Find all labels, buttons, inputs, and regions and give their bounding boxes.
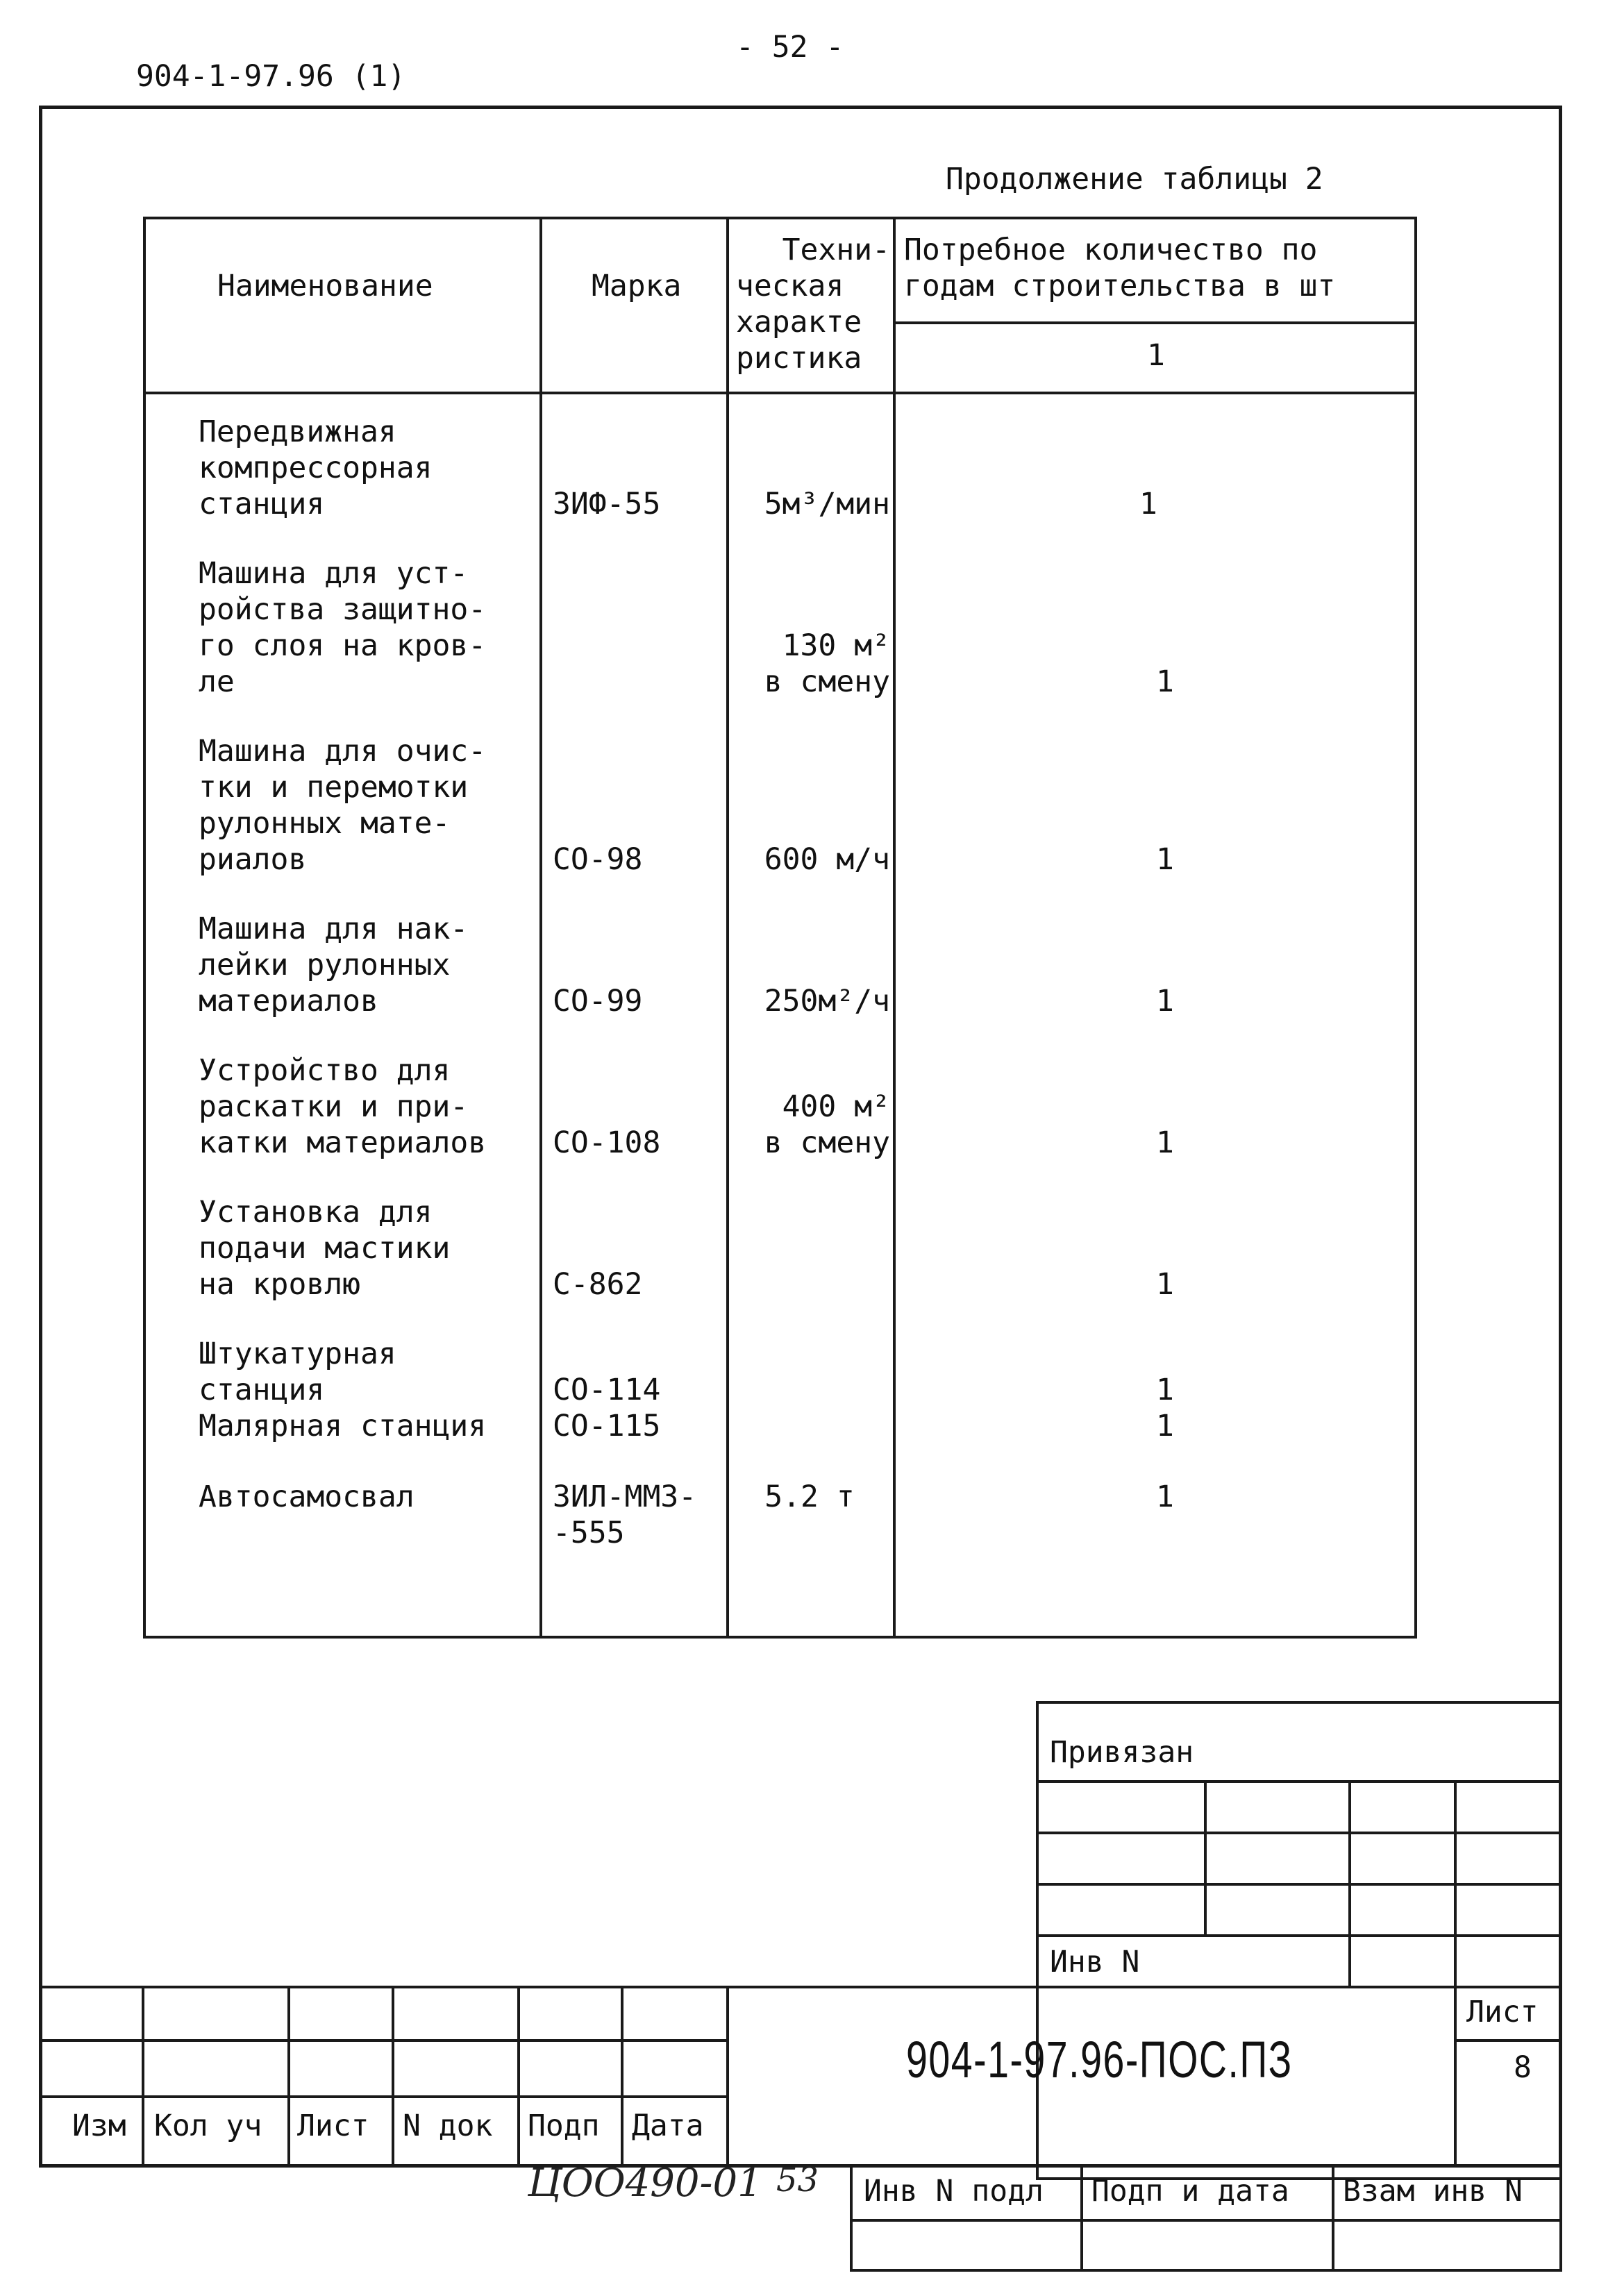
row-qty: 1 [1156,1267,1174,1302]
stamp-vline [392,1986,394,2168]
row-name [199,911,468,1019]
inventory-vline [1080,2165,1083,2272]
stamp-top-line [39,1986,1562,1988]
privyazan-line [1036,1832,1562,1834]
podp-i-data: Подп и дата [1091,2174,1289,2209]
row-name-line: раскатки и при- [199,1089,469,1124]
row-name-line: Штукатурная [199,1336,396,1371]
row-tech-line: в смену [764,1125,890,1160]
header-qty [904,232,1335,304]
row-tech-line: 5м³/мин [764,487,890,521]
page-number: - 52 - [736,30,844,65]
row-name-line: на кровлю [199,1267,360,1302]
row-name [199,1053,486,1161]
row-mark-line: СО-108 [553,1125,661,1160]
privyazan-vline [1454,1780,1457,1986]
row-qty: 1 [1156,984,1174,1019]
table-continuation-caption: Продолжение таблицы 2 [946,162,1323,196]
row-tech [729,486,890,522]
row-mark-line: ЗИЛ-ММЗ- [553,1480,697,1514]
row-name-line: материалов [199,984,378,1019]
row-tech-line: 250м²/ч [764,984,890,1019]
stamp-col-list: Лист [297,2109,369,2143]
sheet-number: 8 [1514,2050,1532,2085]
row-tech-line: 5.2 т [764,1480,855,1514]
privyazan-vline [1204,1780,1207,1934]
header-tech-line: характе [736,305,862,340]
sheet-label: Лист [1466,1995,1539,2029]
privyazan-vline [1348,1780,1351,1986]
stamp-vline [726,1986,729,2168]
row-mark-line: С-862 [553,1267,643,1302]
row-name [199,1408,486,1444]
row-mark [553,1408,660,1444]
document-designation: 904-1-97.96-ПОС.ПЗ [906,2031,1293,2088]
stamp-col-data: Дата [632,2109,704,2143]
row-qty: 1 [1156,664,1174,699]
stamp-vline [287,1986,290,2168]
row-mark-line: СО-115 [553,1409,661,1443]
row-mark [553,486,660,522]
row-name-line: ле [199,664,235,699]
row-name-line: Устройство для [199,1053,451,1088]
row-tech [729,983,890,1019]
privyazan-line [1036,1934,1562,1937]
row-name-line: Автосамосвал [199,1480,415,1514]
row-qty: 1 [1139,487,1157,521]
row-name-line: Машина для нак- [199,912,469,946]
row-name-line: станция [199,487,325,521]
row-mark [553,983,642,1019]
row-mark-line: СО-99 [553,984,643,1019]
header-tech [736,232,890,376]
header-qty-line: Потребное количество по [904,233,1318,267]
privyazan-line [1036,1883,1562,1886]
col-divider-1 [539,217,542,1639]
header-bottom-line [143,392,1417,394]
row-name-line: рулонных мате- [199,806,451,841]
row-name [199,1336,396,1408]
row-name-line: подачи мастики [199,1231,451,1266]
row-tech [729,628,890,700]
row-name-line: компрессорная [199,451,433,485]
row-name-line: лейки рулонных [199,948,451,982]
row-name [199,733,486,878]
row-mark [553,1372,660,1408]
row-mark [553,1266,642,1302]
stamp-vline [517,1986,520,2168]
document-code-top: 904-1-97.96 (1) [136,59,406,94]
row-name-line: Установка для [199,1195,433,1230]
inventory-line [850,2219,1562,2222]
stamp-list-line [1454,2039,1562,2042]
row-tech-line: 400 м² [782,1089,890,1124]
row-tech [729,1479,890,1515]
row-name-line: Машина для очис- [199,734,487,769]
qty-header-divider [893,321,1417,324]
stamp-col-podp: Подп [528,2109,600,2143]
row-qty: 1 [1156,1480,1174,1514]
col-divider-2 [726,217,729,1639]
row-tech-line: в смену [764,664,890,699]
stamp-vline [142,1986,144,2168]
privyazan-line [1036,1780,1562,1783]
row-qty: 1 [1156,1125,1174,1160]
header-tech-line: Техни- [782,233,890,267]
row-mark-line: СО-98 [553,842,643,877]
row-name [199,555,486,700]
header-name: Наименование [217,269,433,303]
header-tech-line: ристика [736,341,862,376]
row-name-line: катки материалов [199,1125,487,1160]
row-name-line: Малярная станция [199,1409,487,1443]
header-year: 1 [1147,338,1165,373]
inv-n-label: Инв N [1050,1945,1140,1979]
privyazan-block [1036,1701,1562,2180]
stamp-col-kol-uch: Кол уч [154,2109,262,2143]
row-name [199,1194,450,1302]
row-tech-line: 600 м/ч [764,842,890,877]
row-tech [729,841,890,878]
handwritten-archive-number: ЦОО490-01 [528,2161,762,2206]
row-mark [553,1125,660,1161]
row-qty: 1 [1156,1373,1174,1407]
handwritten-page-number: 53 [776,2161,819,2199]
row-mark [553,1479,696,1551]
row-mark-line: -555 [553,1516,625,1550]
row-name [199,414,433,522]
row-name-line: ройства защитно- [199,592,487,627]
vzam-inv-n: Взам инв N [1343,2174,1523,2209]
row-mark [553,841,642,878]
row-name-line: тки и перемотки [199,770,469,805]
stamp-col-izm: Изм [72,2109,126,2143]
stamp-vline [1454,1986,1457,2168]
inv-n-podl: Инв N подл [864,2174,1044,2209]
row-qty: 1 [1156,842,1174,877]
row-name-line: станция [199,1373,325,1407]
row-name-line: Машина для уст- [199,556,469,591]
stamp-col-n-dok: N док [403,2109,493,2143]
stamp-vline [621,1986,623,2168]
header-tech-line: ческая [736,269,844,303]
header-mark: Марка [592,269,682,303]
row-mark-line: ЗИФ-55 [553,487,661,521]
row-name-line: Передвижная [199,414,396,449]
row-tech-line: 130 м² [782,628,890,663]
row-tech [729,1089,890,1161]
header-qty-line: годам строительства в шт [904,269,1336,303]
row-mark-line: СО-114 [553,1373,661,1407]
inventory-vline [1332,2165,1334,2272]
row-name [199,1479,415,1515]
row-name-line: го слоя на кров- [199,628,487,663]
row-qty: 1 [1156,1409,1174,1443]
privyazan-label: Привязан [1050,1735,1194,1770]
row-name-line: риалов [199,842,307,877]
